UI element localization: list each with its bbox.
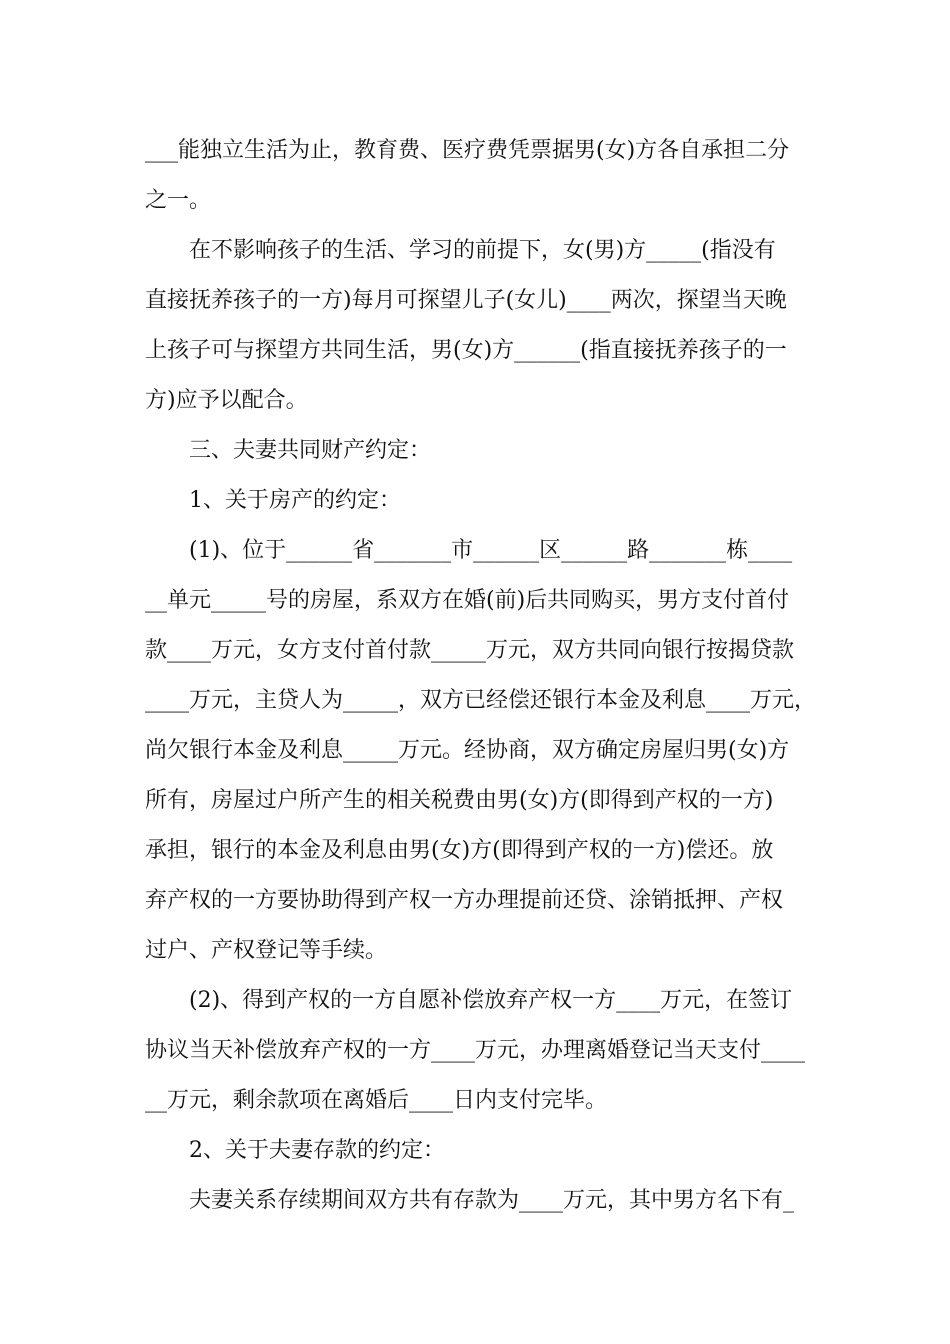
text-line: 尚欠银行本金及利息_____万元。经协商，双方确定房屋归男(女)方 bbox=[145, 738, 790, 763]
text-line: (2)、得到产权的一方自愿补偿放弃产权一方____万元，在签订 bbox=[145, 988, 793, 1013]
text-line: 款____万元，女方支付首付款_____万元，双方共同向银行按揭贷款 bbox=[145, 638, 795, 663]
text-line: 在不影响孩子的生活、学习的前提下，女(男)方_____(指没有 bbox=[145, 238, 776, 263]
text-line: ___能独立生活为止，教育费、医疗费凭票据男(女)方各自承担二分 bbox=[145, 138, 790, 163]
text-line: 承担，银行的本金及利息由男(女)方(即得到产权的一方)偿还。放 bbox=[145, 838, 774, 863]
subsection-heading: 2、关于夫妻存款的约定： bbox=[145, 1138, 445, 1163]
text-line: 协议当天补偿放弃产权的一方____万元，办理离婚登记当天支付____ bbox=[145, 1038, 806, 1063]
text-line: __万元，剩余款项在离婚后____日内支付完毕。 bbox=[145, 1088, 608, 1113]
text-line: 方)应予以配合。 bbox=[145, 388, 308, 413]
section-heading: 三、夫妻共同财产约定： bbox=[145, 438, 432, 463]
text-line: 上孩子可与探望方共同生活，男(女)方______(指直接抚养孩子的一 bbox=[145, 338, 787, 363]
text-line: 之一。 bbox=[145, 188, 212, 213]
text-line: 弃产权的一方要协助得到产权一方办理提前还贷、涂销抵押、产权 bbox=[145, 888, 784, 913]
text-line: __单元_____号的房屋，系双方在婚(前)后共同购买，男方支付首付 bbox=[145, 588, 790, 613]
text-line: 过户、产权登记等手续。 bbox=[145, 938, 388, 963]
text-line: (1)、位于______省_______市______区______路_______栋____ bbox=[145, 538, 793, 563]
subsection-heading: 1、关于房产的约定： bbox=[145, 488, 401, 513]
text-line: 直接抚养孩子的一方)每月可探望儿子(女儿)____两次，探望当天晚 bbox=[145, 288, 787, 313]
text-line: 所有，房屋过户所产生的相关税费由男(女)方(即得到产权的一方) bbox=[145, 788, 774, 813]
text-line: ____万元，主贷人为_____，双方已经偿还银行本金及利息____万元， bbox=[145, 688, 817, 713]
text-line: 夫妻关系存续期间双方共有存款为____万元，其中男方名下有_ bbox=[145, 1188, 795, 1213]
